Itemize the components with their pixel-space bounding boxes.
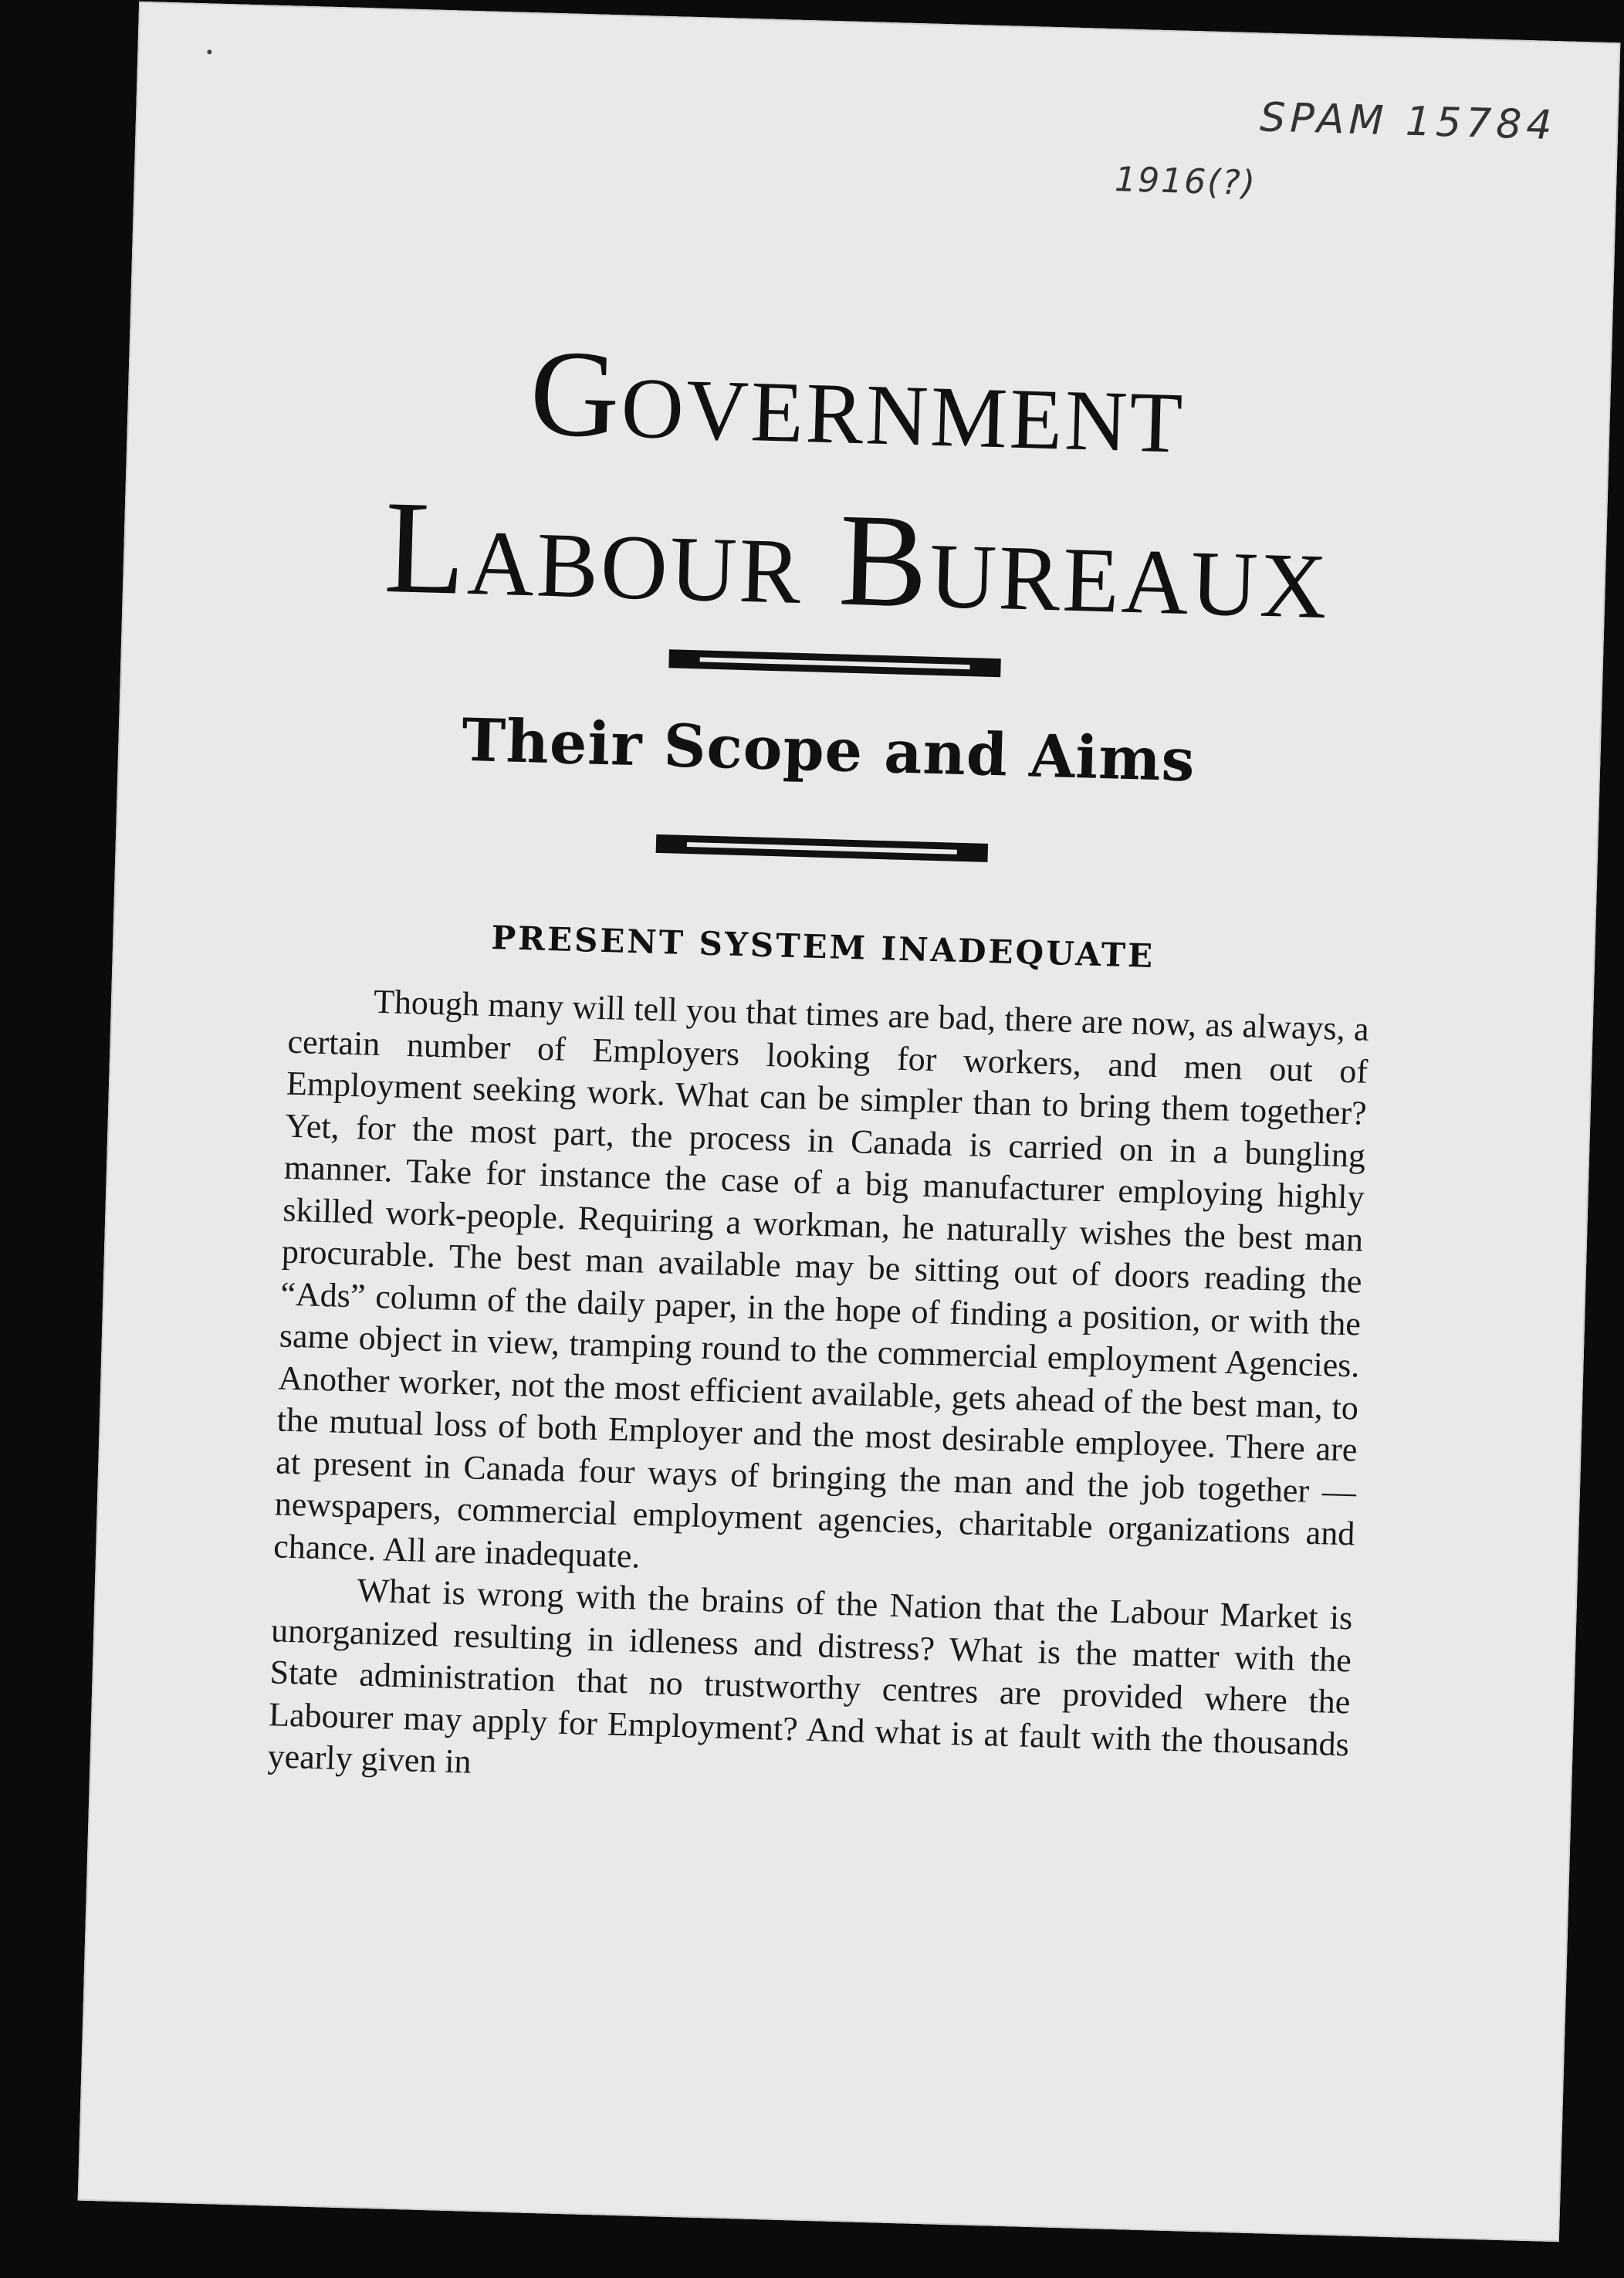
body-text: [267, 979, 1369, 1808]
title-line-2: Labour Bureaux: [382, 473, 1332, 648]
paragraph: What is wrong with the brains of the Nation that the Labour Market is unorganized resulting in idleness and distress? What is the matter with the State administration that no trustworthy centres are provided where the Labourer may apply for Employment? And what is at fault with the thousands yearly given in: [267, 1571, 1353, 1781]
decorative-rule-bottom: [656, 834, 989, 862]
document-page: [78, 2, 1621, 2242]
handwritten-catalog-code: SPAM 15784: [1259, 94, 1558, 150]
decorative-rule-top: [668, 649, 1001, 677]
section-heading: PRESENT SYSTEM INADEQUATE: [490, 918, 1155, 975]
subtitle: Their Scope and Aims: [461, 705, 1196, 795]
margin-mark: [207, 49, 211, 54]
title-line-1: Government: [528, 323, 1187, 479]
paragraph: Though many will tell you that times are bad, there are now, as always, a certain number of Employers looking for workers, and men out of Employment seeking work. What can be simpler than to bring them together? Yet, for the most part, the process in Canada is carried on in a bungling manner. Take for instance the case of a big manufacturer employing highly skilled work-people. Requiring a workman, he naturally wishes the best man procurable. The best man available may be sitting out of doors reading the “Ads” column of the daily paper, in the hope of finding a position, or with the same object in view, tramping round to the commercial employment Agencies. Another worker, not the most efficient available, gets ahead of the best man, to the mutual loss of both Employer and the most desirable employee. There are at present in Canada four ways of bringing the man and the job together — newspapers, commercial employment agencies, charitable organizations and chance. All are inadequate.: [272, 982, 1370, 1576]
handwritten-year: 1916(?): [1114, 160, 1257, 204]
